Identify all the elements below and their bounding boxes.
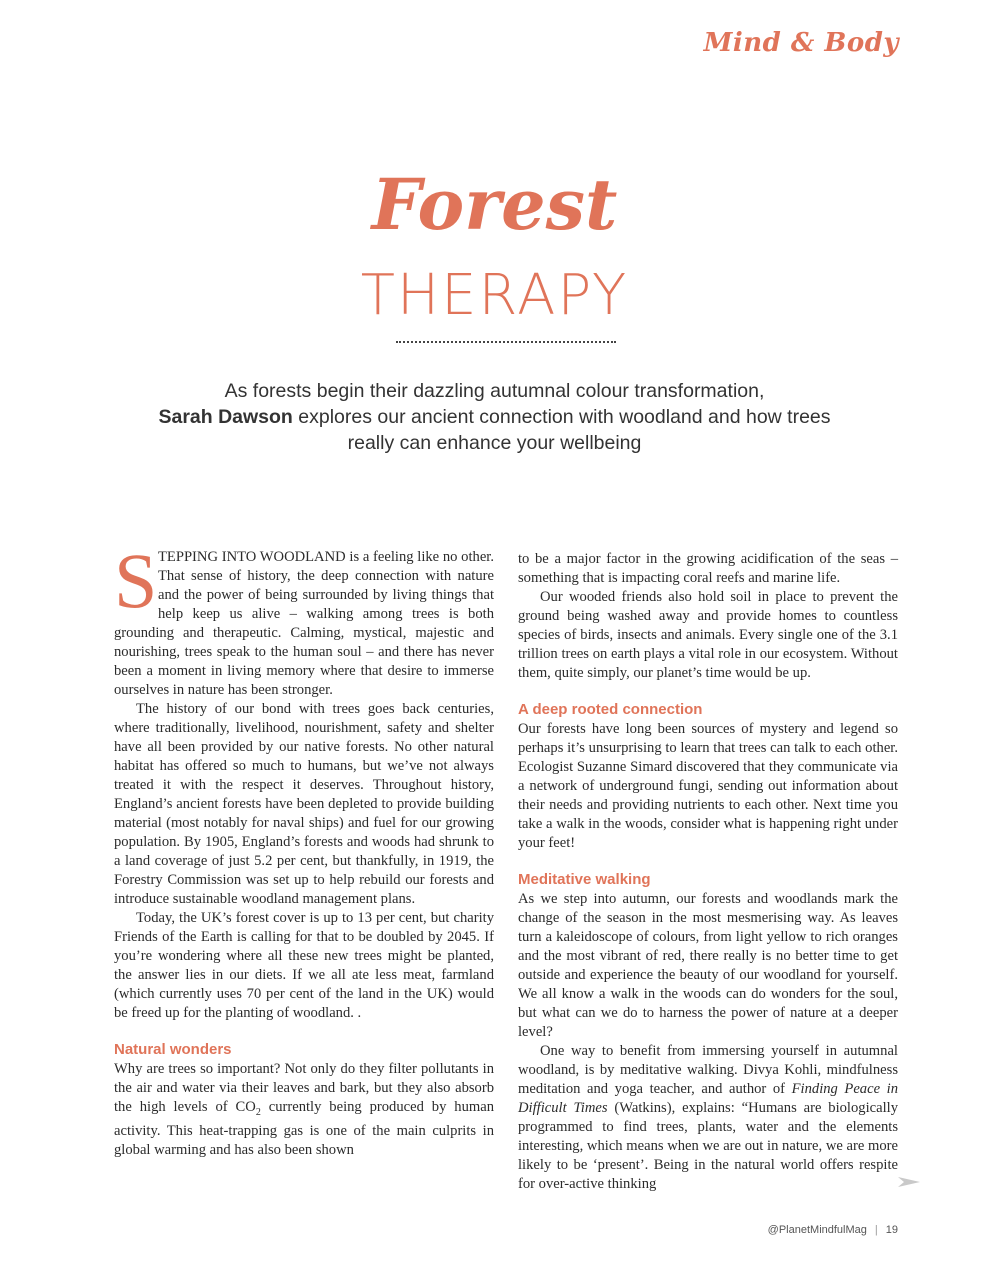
- arrow-right-icon: [898, 1175, 920, 1189]
- subhead-meditative-walking: Meditative walking: [518, 871, 651, 888]
- body-paragraph: Our wooded friends also hold soil in place to prevent the ground being washed away and provide homes to countless species of birds, insects and animals. Every single one of the 3.1 trillion trees on earth plays a vital role in our ecosystem. Without them, quite simply, our planet’s time would be up.: [518, 589, 898, 681]
- section-tag: Mind & Body: [703, 28, 899, 58]
- standfirst-rest: explores our ancient connection with woodland and how trees really can enhance your wellbeing: [292, 406, 831, 454]
- title-script: Forest: [371, 163, 618, 246]
- subscript-2: 2: [255, 1106, 261, 1118]
- para-text: (Watkins), explains: “Humans are biologically programmed to find trees, plants, water and the elements interesting, which means when we are out in nature, we are more likely to be ‘present’. Being in the natural world offers respite for over-active thinking: [518, 1100, 898, 1192]
- body-paragraph: [114, 1060, 494, 1160]
- title-divider: [396, 341, 616, 343]
- lead-paragraph: [114, 537, 494, 700]
- book-title: Finding Peace in Difficult Times: [518, 1081, 898, 1116]
- social-handle: @PlanetMindfulMag: [767, 1224, 867, 1236]
- left-column: [114, 537, 495, 1160]
- subhead-deep-rooted: A deep rooted connection: [518, 701, 703, 718]
- body-paragraph: As we step into autumn, our forests and woodlands mark the change of the season in the most mesmerising way. As leaves turn a kaleidoscope of colours, from light yellow to rich oranges and the most vibrant of red, there really is no better time to get outside and experience the beauty of our woodland for yourself. We all know a walk in the woods can do wonders for the soul, but what can we do to harness the power of nature at a deeper level?: [518, 891, 898, 1040]
- lead-caps: TEPPING INTO WOODLAND: [158, 549, 346, 565]
- page-footer: [768, 1224, 898, 1236]
- standfirst: [150, 378, 839, 456]
- body-paragraph: Our forests have long been sources of mystery and legend so perhaps it’s unsurprising to learn that trees can talk to each other. Ecologist Suzanne Simard discovered that they communicate via a network of underground fungi, sending out information about their needs and providing nutrients to each other. Next time you take a walk in the woods, consider what is happening right under your feet!: [518, 721, 898, 851]
- page-number: 19: [885, 1224, 898, 1236]
- standfirst-author: Sarah Dawson: [158, 406, 293, 428]
- lead-text: is a feeling like no other. That sense of history, the deep connection with nature and the power of being surrounded by living things that help keep us alive – walking among trees is both grounding and therapeutic. Calming, mystical, majestic and nourishing, trees speak to the human soul – and there has never been a moment in living memory where that desire to immerse ourselves in nature has been stronger.: [114, 549, 494, 698]
- body-paragraph: to be a major factor in the growing acidification of the seas – something that is impacting coral reefs and marine life.: [518, 551, 898, 586]
- drop-cap: S: [114, 537, 158, 624]
- para-text: One way to benefit from immersing yourself in autumnal woodland, is by meditative walking. Divya Kohli, mindfulness meditation and yoga teacher, and author of: [518, 1043, 898, 1097]
- standfirst-intro: As forests begin their dazzling autumnal colour transformation,: [224, 380, 765, 402]
- title-caps: THERAPY: [360, 263, 629, 328]
- body-paragraph: The history of our bond with trees goes back centuries, where traditionally, livelihood, nourishment, safety and shelter have all been provided by our native forests. No other natural habitat has offered so much to humans, but we’ve not always treated it with the respect it deserves. Throughout history, England’s ancient forests have been depleted to provide building material (most notably for naval ships) and fuel for our growing population. By 1905, England’s forests and woods had shrunk to a land coverage of just 5.2 per cent, but thankfully, in 1919, the Forestry Commission was set up to help rebuild our forests and introduce sustainable woodland management plans.: [114, 701, 494, 907]
- body-paragraph: [518, 1042, 898, 1194]
- subhead-natural-wonders: Natural wonders: [114, 1041, 232, 1058]
- body-paragraph: Today, the UK’s forest cover is up to 13 per cent, but charity Friends of the Earth is calling for that to be doubled by 2045. If you’re wondering where all these new trees might be planted, the answer lies in our diets. If we all ate less meat, farmland (which currently uses 70 per cent of the land in the UK) would be freed up for the planting of woodland. .: [114, 910, 494, 1021]
- right-column: [518, 550, 898, 1194]
- para-text: currently being produced by human activity. This heat-trapping gas is one of the main culprits in global warming and has also been shown: [114, 1099, 495, 1158]
- footer-separator: |: [874, 1224, 878, 1236]
- para-text: Why are trees so important? Not only do they filter pollutants in the air and water via their leaves and bark, but they also absorb the high levels of CO: [114, 1061, 494, 1115]
